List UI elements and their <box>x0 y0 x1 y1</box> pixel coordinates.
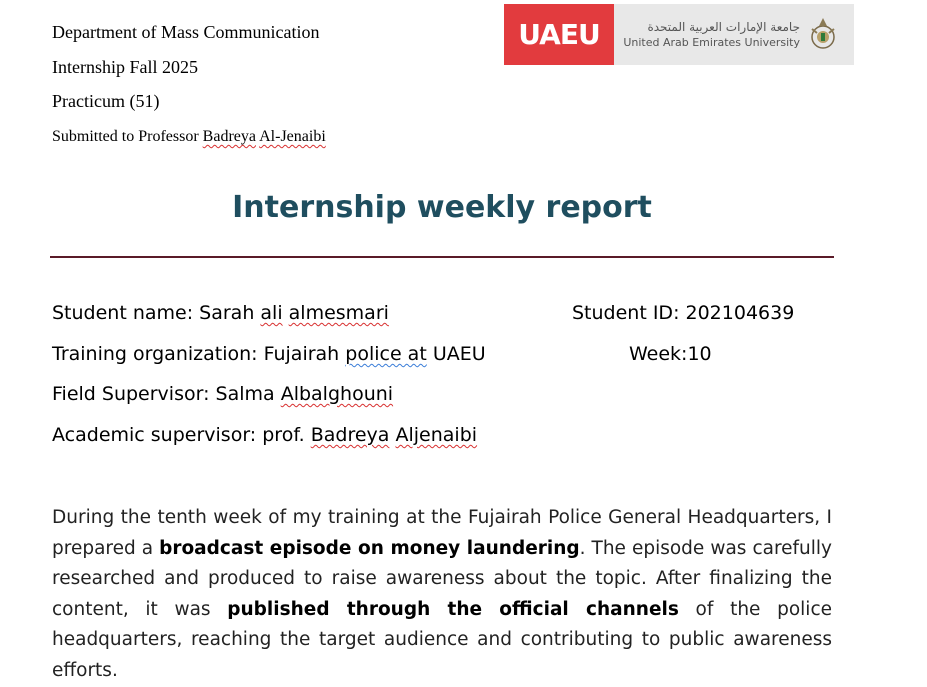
week-number: Week:10 <box>629 343 712 365</box>
academic-label: Academic supervisor: prof. <box>52 424 311 446</box>
training-org-line <box>52 343 486 365</box>
academic-first-name: Badreya <box>310 424 390 446</box>
uaeu-logo <box>504 4 854 65</box>
field-supervisor-line <box>52 383 393 405</box>
org-police: police at <box>345 343 427 365</box>
org-rest: UAEU <box>426 343 486 365</box>
org-label: Training organization: Fujairah <box>52 343 346 365</box>
practicum-line: Practicum (51) <box>52 91 160 111</box>
para-bold-1: broadcast episode on money laundering <box>159 537 580 559</box>
logo-abbr: UAEU <box>504 4 614 65</box>
logo-english-name: United Arab Emirates University <box>623 36 800 49</box>
title-divider <box>50 256 834 258</box>
field-label: Field Supervisor: Salma <box>52 383 281 405</box>
student-last-name: almesmari <box>288 302 389 324</box>
para-text-2: . The episode was carefully researched and produced to raise awareness about the topic. After finalizing the content, it was <box>52 537 832 620</box>
student-middle-name: ali <box>260 302 283 324</box>
professor-first-name: Badreya <box>202 128 256 145</box>
para-text-1: During the tenth week of my training at the Fujairah Police General Headquarters, I prepared a <box>52 507 832 559</box>
department-line: Department of Mass Communication <box>52 22 320 42</box>
student-id: Student ID: 202104639 <box>572 302 795 324</box>
professor-last-name: Al-Jenaibi <box>259 128 326 145</box>
academic-supervisor-line <box>52 424 477 446</box>
report-paragraph <box>52 503 832 687</box>
field-supervisor-name: Albalghouni <box>280 383 394 405</box>
para-text-3: of the police headquarters, reaching the target audience and contributing to public awareness efforts. <box>52 598 833 681</box>
page-title: Internship weekly report <box>232 190 652 225</box>
falcon-emblem-icon <box>808 15 838 55</box>
student-name-line <box>52 302 389 324</box>
internship-line: Internship Fall 2025 <box>52 57 198 77</box>
student-name-label: Student name: Sarah <box>52 302 261 324</box>
submitted-prefix: Submitted to Professor <box>52 128 203 145</box>
para-bold-2: published through the official channels <box>227 598 679 620</box>
submitted-line <box>52 128 326 146</box>
logo-arabic-name: جامعة الإمارات العربية المتحدة <box>647 20 800 34</box>
academic-last-name: Aljenaibi <box>395 424 478 446</box>
